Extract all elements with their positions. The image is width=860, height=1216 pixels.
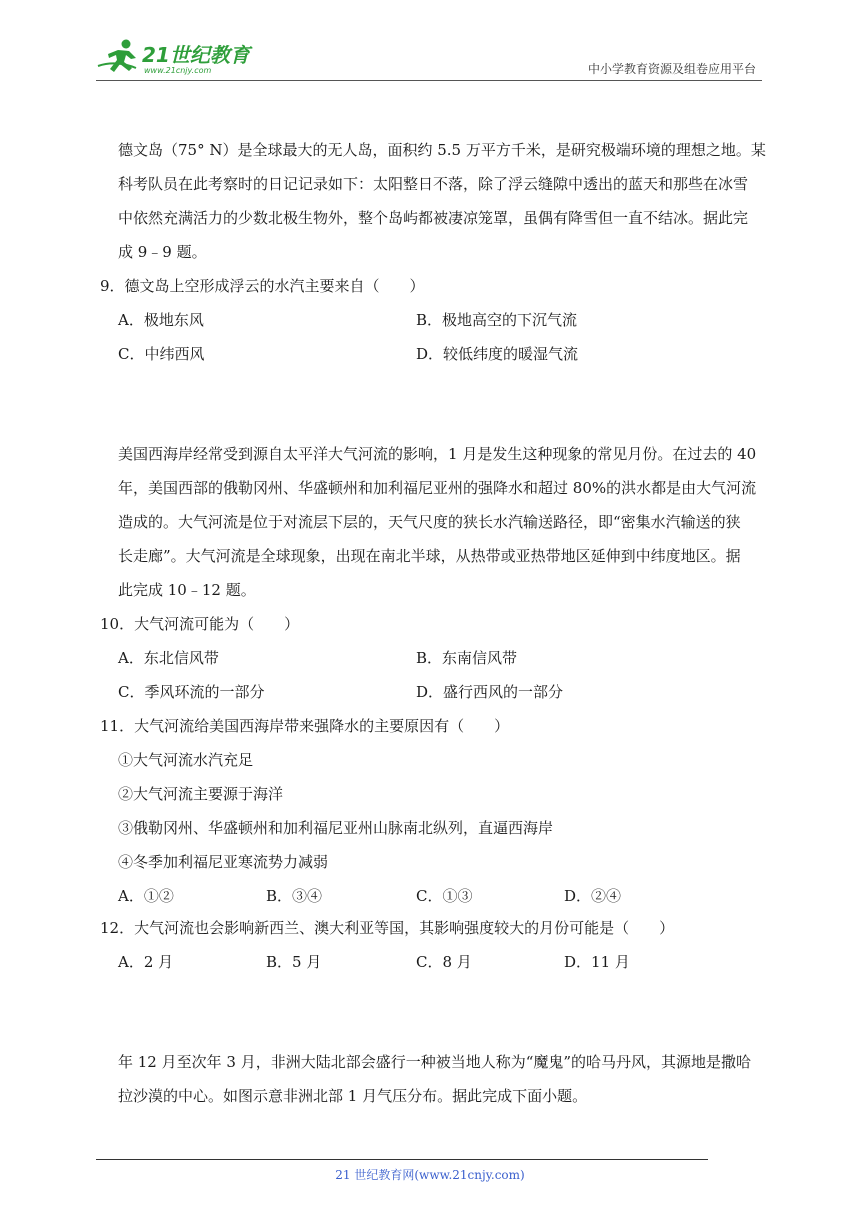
option-c: C．季风环流的一部分 [118, 683, 265, 701]
footer-link[interactable]: 21 世纪教育网(www.21cnjy.com) [335, 1168, 525, 1182]
question-stem: 12．大气河流也会影响新西兰、澳大利亚等国，其影响强度较大的月份可能是（ ） [100, 919, 675, 937]
passage-line: 造成的。大气河流是位于对流层下层的，天气尺度的狭长水汽输送路径，即“密集水汽输送的狭 [118, 513, 741, 531]
statement-4: ④冬季加利福尼亚寒流势力减弱 [118, 853, 329, 871]
passage-line: 美国西海岸经常受到源自太平洋大气河流的影响，1 月是发生这种现象的常见月份。在过去的 40 [118, 445, 757, 463]
logo-url: www.21cnjy.com [144, 66, 212, 75]
statement-1: ①大气河流水汽充足 [118, 751, 254, 769]
option-a: A．东北信风带 [118, 649, 219, 667]
option-d: D．较低纬度的暖湿气流 [416, 345, 579, 363]
option-c: C．①③ [416, 887, 473, 905]
passage-line: 德文岛（75° N）是全球最大的无人岛，面积约 5.5 万平方千米，是研究极端环境的理想之地。某 [118, 141, 766, 159]
logo-text: 21世纪教育 [142, 43, 250, 67]
passage-line: 中依然充满活力的少数北极生物外，整个岛屿都被凄凉笼罩，虽偶有降雪但一直不结冰。据此完 [118, 209, 749, 227]
option-a: A．①② [118, 887, 174, 905]
footer-divider [96, 1159, 708, 1160]
statement-2: ②大气河流主要源于海洋 [118, 785, 284, 803]
platform-label: 中小学教育资源及组卷应用平台 [587, 62, 756, 76]
runner-icon [98, 40, 136, 73]
passage-line: 年，美国西部的俄勒冈州、华盛顿州和加利福尼亚州的强降水和超过 80%的洪水都是由大气河流 [118, 479, 757, 497]
passage-line: 长走廊”。大气河流是全球现象，出现在南北半球，从热带或亚热带地区延伸到中纬度地区。据 [118, 547, 741, 565]
question-stem: 9．德文岛上空形成浮云的水汽主要来自（ ） [100, 277, 425, 295]
option-b: B．东南信风带 [416, 649, 518, 667]
site-logo [96, 38, 256, 78]
header-divider [96, 80, 762, 81]
option-c: C．8 月 [416, 953, 472, 971]
option-d: D．②④ [564, 887, 622, 905]
statement-3: ③俄勒冈州、华盛顿州和加利福尼亚州山脉南北纵列，直逼西海岸 [118, 819, 554, 837]
passage-line: 此完成 10﹣12 题。 [118, 581, 256, 599]
option-a: A．2 月 [118, 953, 174, 971]
option-b: B．③④ [266, 887, 323, 905]
passage-line: 年 12 月至次年 3 月，非洲大陆北部会盛行一种被当地人称为“魔鬼”的哈马丹风，其源地是撒哈 [118, 1053, 752, 1071]
option-d: D．盛行西风的一部分 [416, 683, 564, 701]
question-stem: 10．大气河流可能为（ ） [100, 615, 300, 633]
option-b: B．极地高空的下沉气流 [416, 311, 578, 329]
passage-line: 拉沙漠的中心。如图示意非洲北部 1 月气压分布。据此完成下面小题。 [118, 1087, 588, 1105]
option-b: B．5 月 [266, 953, 322, 971]
option-d: D．11 月 [564, 953, 630, 971]
passage-line: 成 9﹣9 题。 [118, 243, 207, 261]
option-a: A．极地东风 [118, 311, 204, 329]
question-stem: 11．大气河流给美国西海岸带来强降水的主要原因有（ ） [100, 717, 510, 735]
passage-line: 科考队员在此考察时的日记记录如下：太阳整日不落，除了浮云缝隙中透出的蓝天和那些在冰雪 [118, 175, 749, 193]
option-c: C．中纬西风 [118, 345, 205, 363]
